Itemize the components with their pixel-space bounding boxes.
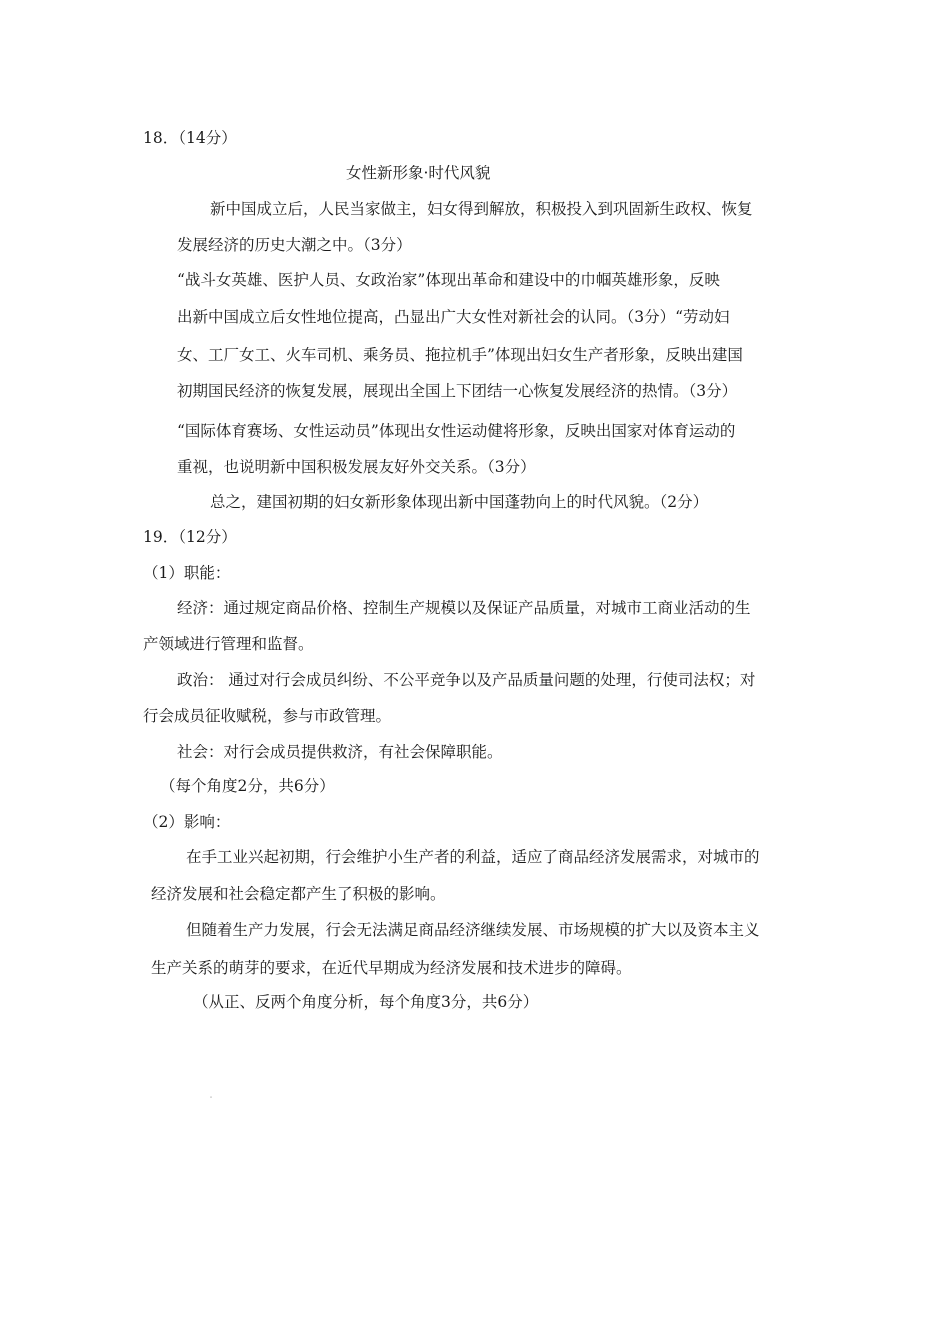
q19-line: 行会成员征收赋税，参与市政管理。 (143, 707, 392, 725)
q18-summary: 总之，建国初期的妇女新形象体现出新中国蓬勃向上的时代风貌。（2分） (210, 493, 709, 511)
q18-line: “国际体育赛场、女性运动员”体现出女性运动健将形象，反映出国家对体育运动的 (177, 422, 736, 440)
q19-scoring-note: （每个角度2分，共6分） (160, 777, 335, 795)
q19-line: 经济：通过规定商品价格、控制生产规模以及保证产品质量，对城市工商业活动的生 (177, 599, 751, 617)
q19-line: 经济发展和社会稳定都产生了积极的影响。 (151, 885, 446, 903)
q18-line: “战斗女英雄、医护人员、女政治家”体现出革命和建设中的巾帼英雄形象，反映 (177, 271, 720, 289)
q19-header: 19．（12分） (143, 528, 237, 546)
q19-line: 社会：对行会成员提供救济，有社会保障职能。 (177, 743, 503, 761)
q18-line: 新中国成立后，人民当家做主，妇女得到解放，积极投入到巩固新生政权、恢复 (210, 200, 753, 218)
q19-line: 但随着生产力发展，行会无法满足商品经济继续发展、市场规模的扩大以及资本主义 (186, 921, 760, 939)
q19-line: 产领域进行管理和监督。 (143, 635, 314, 653)
q18-line: 重视，也说明新中国积极发展友好外交关系。（3分） (177, 458, 536, 476)
footer-mark: " (210, 1096, 213, 1102)
q19-scoring-note: （从正、反两个角度分析，每个角度3分，共6分） (193, 993, 539, 1011)
q18-line: 出新中国成立后女性地位提高，凸显出广大女性对新社会的认同。（3分）“劳动妇 (177, 308, 730, 326)
q18-header: 18．（14分） (143, 129, 237, 147)
q18-line: 初期国民经济的恢复发展，展现出全国上下团结一心恢复发展经济的热情。（3分） (177, 382, 738, 400)
q19-section-2-label: （2）影响： (143, 813, 231, 831)
q18-title: 女性新形象·时代风貌 (346, 164, 491, 182)
q18-line: 女、工厂女工、火车司机、乘务员、拖拉机手”体现出妇女生产者形象，反映出建国 (177, 346, 743, 364)
q19-line: 政治： 通过对行会成员纠纷、不公平竞争以及产品质量问题的处理，行使司法权；对 (177, 671, 756, 689)
q18-line: 发展经济的历史大潮之中。（3分） (177, 236, 412, 254)
q19-line: 在手工业兴起初期，行会维护小生产者的利益，适应了商品经济发展需求，对城市的 (186, 848, 760, 866)
q19-section-1-label: （1）职能： (143, 564, 231, 582)
q19-line: 生产关系的萌芽的要求，在近代早期成为经济发展和技术进步的障碍。 (151, 959, 632, 977)
